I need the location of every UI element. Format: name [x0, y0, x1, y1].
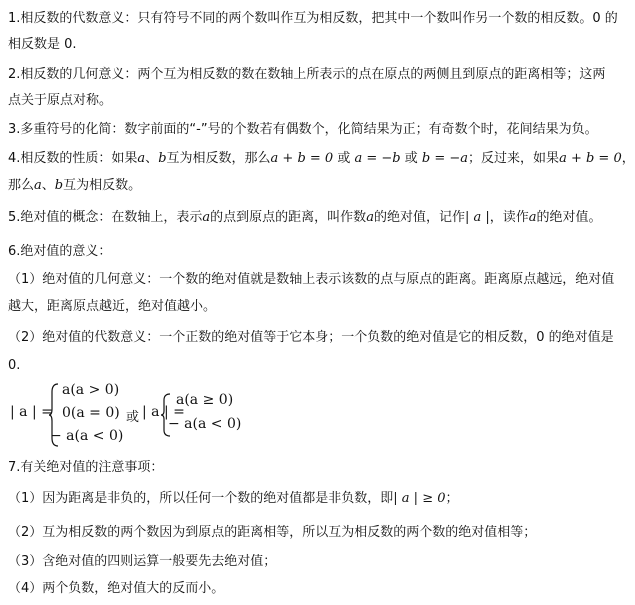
- text: 5.绝对值的概念：在数轴上，表示: [8, 210, 203, 225]
- text: 或: [337, 151, 351, 166]
- text: 4.相反数的性质：如果: [8, 151, 138, 166]
- formula-inline: a + b = 0: [559, 151, 622, 166]
- text: （1）因为距离是非负的，所以任何一个数的绝对值都是非负数，即: [8, 491, 394, 506]
- var-a: a: [202, 210, 211, 225]
- abs-inequality: | a | ≥ 0: [393, 491, 446, 506]
- var-b: b: [158, 151, 167, 166]
- item-6-p2-line-1: （2）绝对值的代数意义：一个正数的绝对值等于它本身；一个负数的绝对值是它的相反数，0 的绝对值是: [8, 330, 614, 345]
- formula-inline: a = −b: [354, 151, 401, 166]
- text: 的绝对值，记作: [373, 210, 465, 225]
- text: ；: [445, 491, 459, 506]
- text: 的点到原点的距离，叫作数: [210, 210, 367, 225]
- text: ，读作: [489, 210, 529, 225]
- formula-inline: a + b = 0: [270, 151, 334, 166]
- formula-inline: b = −a: [421, 151, 469, 166]
- separator: 、: [145, 151, 159, 166]
- text: 或: [404, 151, 418, 166]
- var-a: a: [366, 210, 374, 225]
- case-nonneg: a(a ≥ 0): [176, 392, 234, 408]
- absolute-value-formula: [8, 380, 308, 448]
- item-4-line-2: [8, 177, 600, 195]
- var-a: a: [34, 178, 42, 193]
- case-1: a(a > 0): [62, 382, 120, 398]
- item-7-title: 7.有关绝对值的注意事项：: [8, 460, 164, 475]
- item-5: [8, 209, 600, 227]
- formula-lhs-1: | a | =: [10, 404, 53, 420]
- case-2: 0(a = 0): [62, 405, 120, 421]
- item-4-line-1: [8, 150, 635, 168]
- text: 互为相反数，那么: [166, 151, 271, 166]
- or-label: 或: [126, 410, 140, 425]
- abs-notation: | a |: [464, 210, 490, 225]
- item-2-line-2: 点关于原点对称。: [8, 93, 113, 108]
- formula-lhs-2: | a | =: [142, 404, 185, 420]
- item-2-line-1: 2.相反数的几何意义：两个互为相反数的数在数轴上所表示的点在原点的两侧且到原点的距离相等；这两: [8, 67, 606, 82]
- item-7-p1: [8, 490, 600, 508]
- text: ，: [621, 151, 635, 166]
- item-7-p2: （2）互为相反数的两个数因为到原点的距离相等，所以互为相反数的两个数的绝对值相等；: [8, 525, 537, 540]
- item-6-title: 6.绝对值的意义：: [8, 244, 112, 259]
- item-6-p1-line-1: （1）绝对值的几何意义：一个数的绝对值就是数轴上表示该数的点与原点的距离。距离原点越远，绝对值: [8, 272, 615, 287]
- var-a: a: [137, 151, 146, 166]
- separator: 、: [41, 178, 55, 193]
- item-6-p1-line-2: 越大，距离原点越近，绝对值越小。: [8, 299, 217, 314]
- text: 那么: [8, 178, 35, 193]
- text: ；反过来，如果: [468, 151, 560, 166]
- item-1-line-1: 1.相反数的代数意义：只有符号不同的两个数叫作互为相反数，把其中一个数叫作另一个数的相反数。0 的: [8, 11, 618, 26]
- case-3: − a(a < 0): [50, 428, 124, 444]
- item-6-p2-line-2: 0.: [8, 358, 21, 373]
- item-7-p4: （4）两个负数，绝对值大的反而小。: [8, 581, 225, 596]
- var-a: a: [528, 210, 537, 225]
- item-1-line-2: 相反数是 0.: [8, 37, 77, 52]
- var-b: b: [54, 178, 64, 193]
- case-neg: − a(a < 0): [168, 416, 242, 432]
- text: 互为相反数。: [63, 178, 142, 193]
- text: 的绝对值。: [536, 210, 602, 225]
- item-3: 3.多重符号的化简：数字前面的“-”号的个数若有偶数个，化简结果为正；有奇数个时，花间结果为负。: [8, 122, 598, 137]
- item-7-p3: （3）含绝对值的四则运算一般要先去绝对值；: [8, 554, 277, 569]
